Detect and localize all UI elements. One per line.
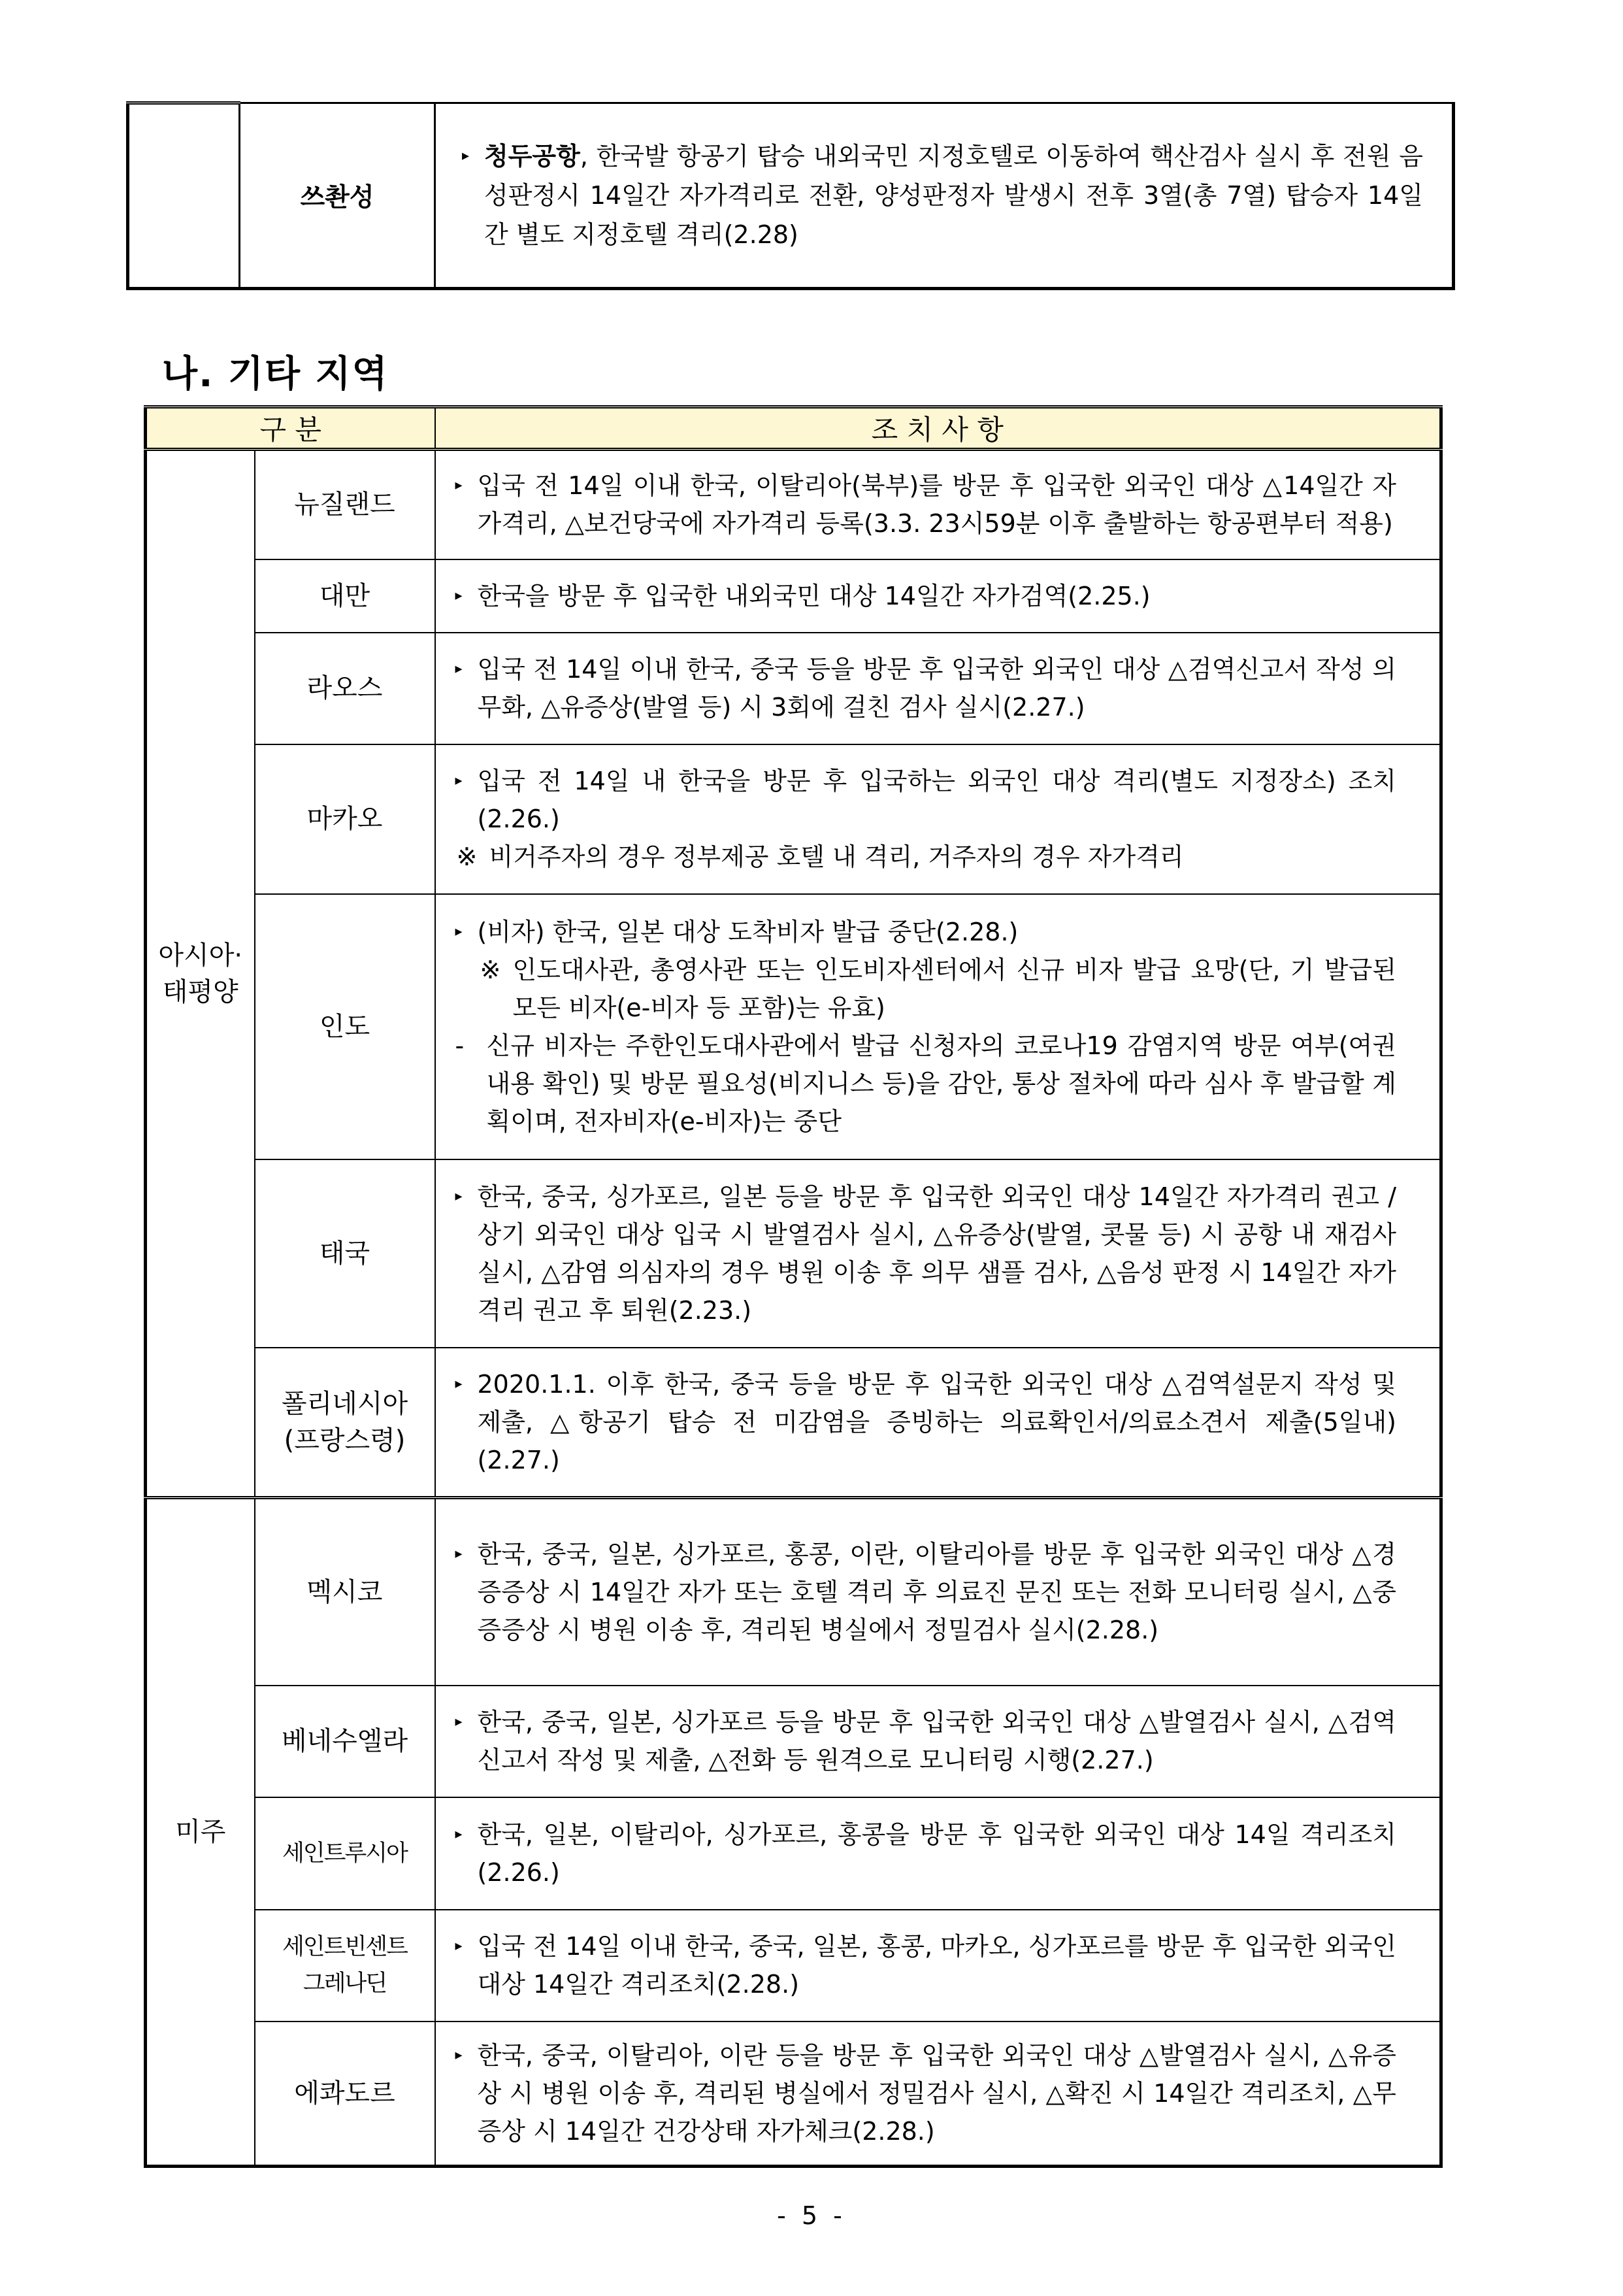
triangle-right-icon: ▸	[455, 1938, 463, 1954]
measure-text: 입국 전 14일 이내 한국, 중국 등을 방문 후 입국한 외국인 대상 △검역신고서 작성 의무화, △유증상(발열 등) 시 3회에 걸친 검사 실시(2.27.)	[477, 655, 1396, 722]
region-cell: 미주	[146, 1498, 255, 2167]
measures-cell	[435, 744, 1441, 894]
measures-cell	[435, 894, 1441, 1159]
measure-text: 신규 비자는 주한인도대사관에서 발급 신청자의 코로나19 감염지역 방문 여부(여권 내용 확인) 및 방문 필요성(비지니스 등)을 감안, 통상 절차에 따라 심사 후 발급할 계획이며, 전자비자(e-비자)는 중단	[486, 1031, 1396, 1136]
region-cell: 아시아· 태평양	[146, 450, 255, 1498]
measure-text: 비거주자의 경우 정부제공 호텔 내 격리, 거주자의 경우 자가격리	[489, 842, 1184, 871]
bullet-item	[455, 650, 1397, 726]
table-row	[146, 1797, 1441, 1910]
triangle-right-icon: ▸	[455, 1188, 463, 1205]
measures-cell	[435, 103, 1454, 289]
triangle-right-icon: ▸	[455, 587, 463, 604]
city-cell: 쓰촨성	[240, 103, 435, 289]
country-cell: 멕시코	[255, 1498, 435, 1686]
measure-text: 한국, 일본, 이탈리아, 싱가포르, 홍콩을 방문 후 입국한 외국인 대상 14일 격리조치(2.26.)	[477, 1820, 1396, 1887]
bullet-item	[455, 1178, 1397, 1329]
triangle-right-icon: ▸	[455, 1375, 463, 1392]
table-row	[146, 633, 1441, 744]
triangle-right-icon: ▸	[455, 477, 463, 494]
table-row	[146, 1910, 1441, 2021]
triangle-right-icon: ▸	[462, 148, 470, 164]
triangle-right-icon: ▸	[455, 1825, 463, 1842]
note-mark-icon: ※	[456, 842, 478, 871]
table-row	[146, 744, 1441, 894]
bullet-item	[455, 1365, 1397, 1479]
bullet-item	[455, 913, 1397, 951]
measure-text: (비자) 한국, 일본 대상 도착비자 발급 중단(2.28.)	[477, 917, 1019, 946]
measure-text: 한국, 중국, 일본, 싱가포르 등을 방문 후 입국한 외국인 대상 △발열검사 실시, △검역신고서 작성 및 제출, △전화 등 원격으로 모니터링 시행(2.27.)	[477, 1708, 1396, 1774]
table-row	[146, 450, 1441, 559]
measure-text: 한국, 중국, 일본, 싱가포르, 홍콩, 이란, 이탈리아를 방문 후 입국한 외국인 대상 △경증증상 시 14일간 자가 또는 호텔 격리 후 의료진 문진 또는 전화 모니터링 실시, △중증증상 시 병원 이송 후, 격리된 병실에서 정밀검사 실시(2.28.)	[477, 1539, 1396, 1644]
measures-cell	[435, 633, 1441, 744]
bullet-item	[462, 137, 1423, 254]
country-cell: 라오스	[255, 633, 435, 744]
sub-item	[455, 1027, 1397, 1140]
triangle-right-icon: ▸	[455, 2046, 463, 2063]
measures-cell	[435, 1910, 1441, 2021]
table-row	[146, 1686, 1441, 1797]
country-cell: 에콰도르	[255, 2021, 435, 2167]
table-header-row	[146, 407, 1441, 450]
country-cell: 베네수엘라	[255, 1686, 435, 1797]
note-item	[455, 951, 1397, 1027]
airport-name: 청두공항	[484, 142, 580, 171]
note-mark-icon: ※	[480, 955, 501, 984]
section-title: 나. 기타 지역	[162, 353, 389, 395]
triangle-right-icon: ▸	[455, 923, 463, 940]
other-regions-measures-table	[144, 405, 1443, 2168]
dash-marker: -	[455, 1031, 465, 1060]
measure-text: 입국 전 14일 내 한국을 방문 후 입국하는 외국인 대상 격리(별도 지정장소) 조치(2.26.)	[477, 767, 1396, 833]
table-row	[146, 1159, 1441, 1348]
country-cell: 인도	[255, 894, 435, 1159]
measure-text: 한국, 중국, 이탈리아, 이란 등을 방문 후 입국한 외국인 대상 △발열검사 실시, △유증상 시 병원 이송 후, 격리된 병실에서 정밀검사 실시, △확진 시 14일간 격리조치, △무증상 시 14일간 건강상태 자가체크(2.28.)	[477, 2040, 1396, 2146]
measures-cell	[435, 1498, 1441, 1686]
measures-cell	[435, 1686, 1441, 1797]
country-cell: 태국	[255, 1159, 435, 1348]
region-cell-continued	[128, 103, 240, 289]
measure-text: 2020.1.1. 이후 한국, 중국 등을 방문 후 입국한 외국인 대상 △검역설문지 작성 및 제출, △항공기 탑승 전 미감염을 증빙하는 의료확인서/의료소견서 제출(5일내)(2.27.)	[477, 1369, 1396, 1474]
bullet-item	[455, 2037, 1397, 2150]
measure-text: 입국 전 14일 이내 한국, 이탈리아(북부)를 방문 후 입국한 외국인 대상 △14일간 자가격리, △보건당국에 자가격리 등록(3.3. 23시59분 이후 출발하는 항공편부터 적용)	[477, 471, 1396, 539]
table-row	[146, 2021, 1441, 2167]
table-row	[146, 1498, 1441, 1686]
table-body	[146, 450, 1441, 2167]
bullet-item	[455, 577, 1397, 615]
table-row	[146, 1348, 1441, 1498]
triangle-right-icon: ▸	[455, 1714, 463, 1730]
bullet-item	[455, 1816, 1397, 1891]
country-cell: 세인트루시아	[255, 1797, 435, 1910]
measure-text: , 한국발 항공기 탑승 내외국민 지정호텔로 이동하여 핵산검사 실시 후 전원 음성판정시 14일간 자가격리로 전환, 양성판정자 발생시 전후 3열(총 7열) 탑승자 14일간 별도 지정호텔 격리(2.28)	[484, 142, 1423, 249]
note-item	[455, 838, 1397, 876]
country-cell: 대만	[255, 559, 435, 633]
measure-text: 입국 전 14일 이내 한국, 중국, 일본, 홍콩, 마카오, 싱가포르를 방문 후 입국한 외국인 대상 14일간 격리조치(2.28.)	[477, 1932, 1396, 1999]
table-row	[128, 103, 1454, 289]
triangle-right-icon: ▸	[455, 1545, 463, 1562]
measures-cell	[435, 1159, 1441, 1348]
bullet-item	[455, 1535, 1397, 1649]
table-row	[146, 894, 1441, 1159]
country-cell: 세인트빈센트 그레나딘	[255, 1910, 435, 2021]
measures-cell	[435, 559, 1441, 633]
measures-cell	[435, 450, 1441, 559]
triangle-right-icon: ▸	[455, 773, 463, 789]
bullet-item	[455, 1703, 1397, 1779]
header-category: 구 분	[146, 407, 435, 450]
country-cell: 뉴질랜드	[255, 450, 435, 559]
measures-cell	[435, 2021, 1441, 2167]
bullet-item	[455, 762, 1397, 838]
triangle-right-icon: ▸	[455, 661, 463, 677]
bullet-item	[455, 1927, 1397, 2003]
bullet-item	[455, 467, 1397, 542]
measures-cell	[435, 1797, 1441, 1910]
measure-text: 한국, 중국, 싱가포르, 일본 등을 방문 후 입국한 외국인 대상 14일간 자가격리 권고 / 상기 외국인 대상 입국 시 발열검사 실시, △유증상(발열, 콧물 등) 시 공항 내 재검사 실시, △감염 의심자의 경우 병원 이송 후 의무 샘플 검사, △음성 판정 시 14일간 자가격리 권고 후 퇴원(2.23.)	[477, 1182, 1396, 1325]
table-row	[146, 559, 1441, 633]
measure-text: 인도대사관, 총영사관 또는 인도비자센터에서 신규 비자 발급 요망(단, 기 발급된 모든 비자(e-비자 등 포함)는 유효)	[512, 955, 1396, 1022]
country-cell: 마카오	[255, 744, 435, 894]
measures-cell	[435, 1348, 1441, 1498]
measure-text: 한국을 방문 후 입국한 내외국민 대상 14일간 자가검역(2.25.)	[477, 581, 1151, 610]
page-number: - 5 -	[777, 2201, 846, 2230]
country-cell: 폴리네시아 (프랑스령)	[255, 1348, 435, 1498]
continued-measures-table	[126, 101, 1455, 290]
header-measures: 조 치 사 항	[435, 407, 1441, 450]
